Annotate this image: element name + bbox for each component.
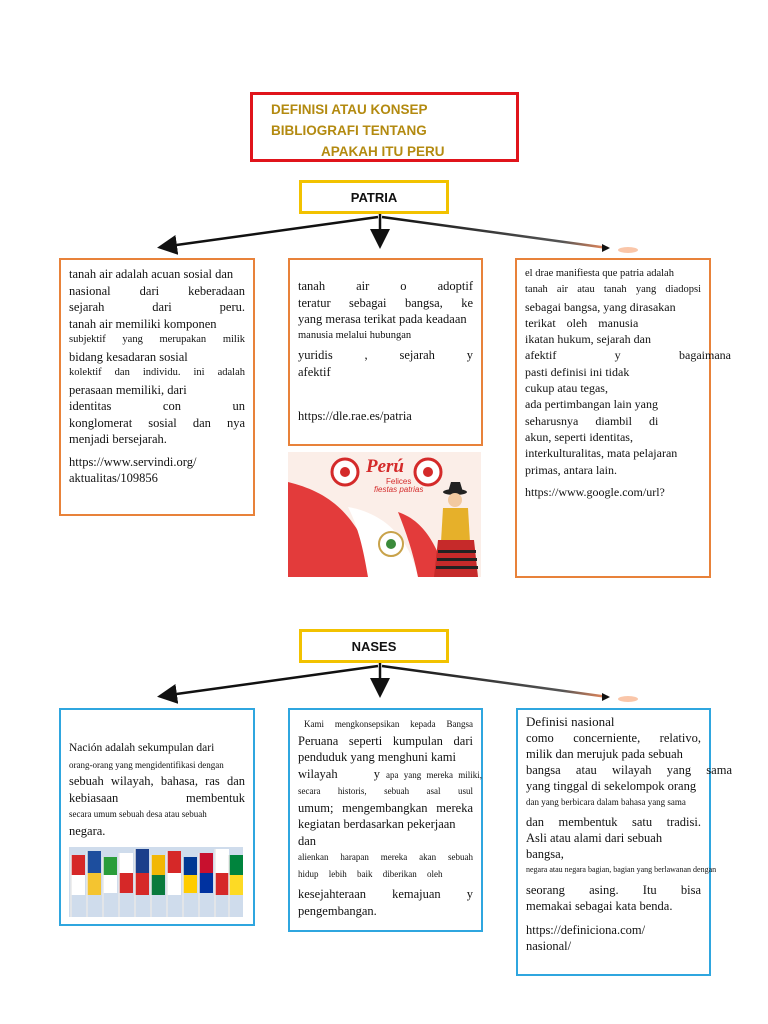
source-url[interactable]: https://dle.rae.es/patria [298, 409, 412, 423]
text-line: ada pertimbangan lain yang [525, 397, 658, 412]
text-line: dan yang berbicara dalam bahasa yang sama [526, 797, 686, 807]
flags-image [69, 847, 243, 917]
text-line: sejarah dari peru. [69, 300, 245, 314]
text-line: Kami mengkonsepsikan kepada Bangsa [304, 719, 473, 729]
image-subtitle-2: fiestas patrias [374, 485, 424, 494]
text-line: pasti definisi ini tidak [525, 364, 630, 379]
text-line: yuridis , sejarah y [298, 348, 473, 362]
text-line: identitas con un [69, 399, 245, 413]
source-url[interactable]: https://www.google.com/url? [525, 484, 665, 499]
text-line [298, 766, 482, 784]
text-line: negara atau negara bagian, bagian yang berlawanan dengan [526, 865, 717, 874]
text-line: milik dan merujuk pada sebuah [526, 747, 683, 761]
patria-card-right [515, 258, 731, 578]
text-line: secara historis, sebuah asal usul [298, 786, 473, 796]
nases-card-left [59, 708, 255, 926]
nases-card-middle [288, 708, 483, 932]
text-line: como concerniente, relativo, [526, 731, 701, 745]
text-fragment: wilayah y [298, 766, 380, 781]
nases-card-right [516, 708, 732, 976]
text-line: Peruana seperti kumpulan dari [298, 733, 473, 748]
text-line: kolektif dan individu. ini adalah [69, 367, 245, 378]
text-line: sebagai bangsa, yang dirasakan [525, 299, 676, 314]
text-line: Definisi nasional [526, 714, 615, 729]
text-line: penduduk yang menghuni kami [298, 750, 456, 764]
text-line: negara. [69, 823, 106, 838]
text-line: kebiasaan membentuk [69, 790, 245, 805]
text-line: hidup lebih baik diberikan oleh [298, 868, 443, 879]
text-line: tanah air atau tanah yang diadopsi [525, 284, 701, 296]
text-line: subjektif yang merupakan milik [69, 334, 245, 345]
image-brand: Perú [366, 456, 404, 477]
text-line: dan membentuk satu tradisi. [526, 815, 701, 829]
patria-card-left [59, 258, 255, 516]
text-line: ikatan hukum, sejarah dan [525, 332, 651, 347]
text-line: Nación adalah sekumpulan dari [69, 742, 215, 754]
source-url[interactable]: https://www.servindi.org/ [69, 454, 197, 469]
text-line: cukup atau tegas, [525, 381, 608, 396]
text-line: afektif y bagaimana [525, 348, 731, 363]
text-line: yang tinggal di sekelompok orang [526, 779, 697, 793]
patria-card-middle [288, 258, 483, 446]
text-line: bidang kesadaran sosial [69, 349, 188, 364]
text-line: menjadi bersejarah. [69, 432, 167, 446]
source-url[interactable]: https://definiciona.com/ [526, 923, 646, 937]
text-line: tanah air o adoptif [298, 279, 473, 293]
text-line: umum; mengembangkan mereka [298, 800, 473, 815]
text-line: secara umum sebuah desa atau sebuah [69, 809, 207, 819]
text-line: manusia melalui hubungan [298, 329, 412, 341]
text-line: seharusnya diambil di [525, 413, 659, 428]
text-line: memakai sebagai kata benda. [526, 899, 673, 913]
text-line: primas, antara lain. [525, 462, 617, 477]
text-line: nasional dari keberadaan [69, 283, 245, 298]
text-line: terikat oleh manusia [525, 315, 639, 330]
text-line: interkulturalitas, mata pelajaran [525, 446, 678, 461]
text-line: orang-orang yang mengidentifikasi dengan [69, 759, 224, 770]
text-line: kesejahteraan kemajuan y [298, 887, 473, 901]
heading-patria: PATRIA [299, 180, 449, 214]
peru-image [288, 452, 481, 577]
text-line: Asli atau alami dari sebuah bangsa, [526, 831, 663, 861]
text-line: tanah air adalah acuan sosial dan [69, 267, 234, 281]
text-line: perasaan memiliki, dari [69, 382, 187, 397]
arrow-right-2 [382, 666, 608, 697]
text-line: teratur sebagai bangsa, ke [298, 295, 473, 310]
text-line: alienkan harapan mereka akan sebuah [298, 852, 473, 862]
arrow-left [162, 217, 378, 247]
text-line: seorang asing. Itu bisa [526, 883, 701, 897]
text-line: tanah air memiliki komponen [69, 316, 217, 331]
text-line: sebuah wilayah, bahasa, ras dan [69, 774, 245, 788]
heading-nases: NASES [299, 629, 449, 663]
arrow-left-2 [162, 666, 378, 696]
document-title [250, 92, 519, 162]
text-line: kegiatan berdasarkan pekerjaan dan [298, 817, 456, 848]
image-subtitle-1: Felices [386, 477, 412, 486]
title-line-2: BIBLIOGRAFI TENTANG [271, 123, 427, 138]
text-fragment: apa yang mereka miliki, [386, 769, 482, 780]
text-line: afektif [298, 364, 331, 379]
text-line: konglomerat sosial dan nya [69, 415, 245, 430]
text-line: yang merasa terikat pada keadaan [298, 312, 467, 326]
text-line: akun, seperti identitas, [525, 429, 633, 444]
text-line: el drae manifiesta que patria adalah [525, 268, 674, 279]
source-url-cont[interactable]: aktualitas/109856 [69, 471, 158, 485]
title-line-1: DEFINISI ATAU KONSEP [271, 102, 428, 117]
arrow-right [382, 217, 608, 248]
source-url-cont[interactable]: nasional/ [526, 939, 572, 953]
text-line: pengembangan. [298, 903, 377, 918]
flags-illustration [69, 847, 243, 917]
title-line-3: APAKAH ITU PERU [321, 144, 445, 159]
text-line: bangsa atau wilayah yang sama [526, 763, 732, 777]
